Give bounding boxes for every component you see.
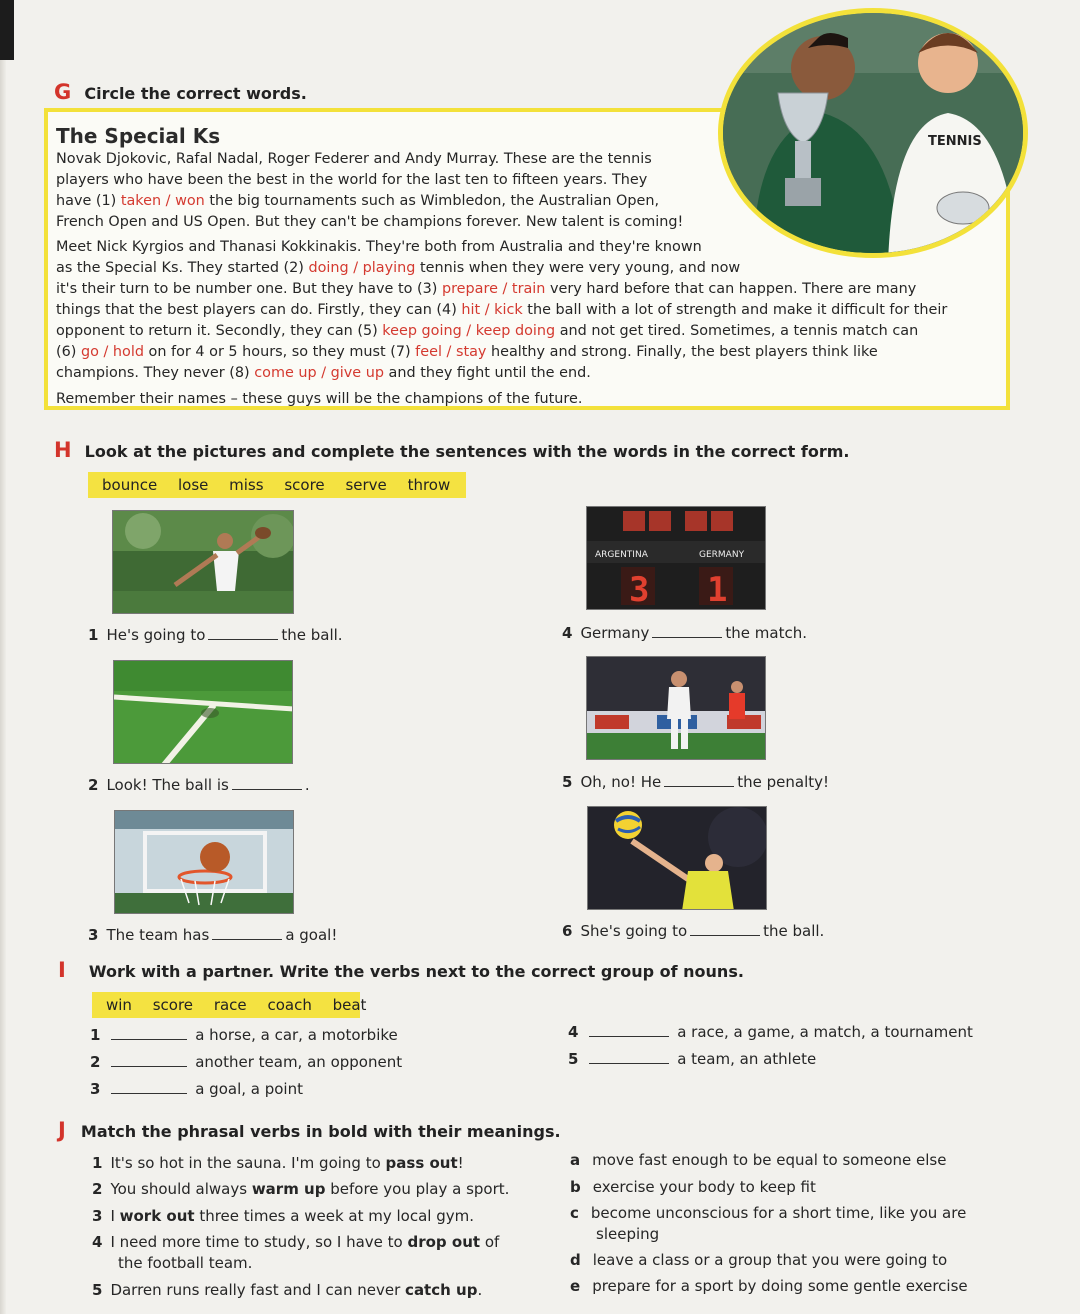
section-instruction: Look at the pictures and complete the sentences with the words in the correct form. xyxy=(84,442,850,461)
section-instruction: Circle the correct words. xyxy=(84,84,307,103)
word-bank-word: score xyxy=(284,476,325,494)
choice-option[interactable]: come up / give up xyxy=(254,365,384,381)
meaning-d: d leave a class or a group that you were going to xyxy=(570,1251,948,1269)
choice-option[interactable]: feel / stay xyxy=(415,344,487,360)
word-bank-word: throw xyxy=(407,476,451,494)
word-bank-word: score xyxy=(152,996,194,1014)
sentence-h-2: 2 Look! The ball is . xyxy=(88,776,310,794)
item-i-5: 5 a team, an athlete xyxy=(568,1050,817,1068)
article-line: Novak Djokovic, Rafal Nadal, Roger Federer and Andy Murray. These are the tennis xyxy=(56,151,652,167)
answer-blank[interactable] xyxy=(111,1055,187,1067)
meaning-a: a move fast enough to be equal to someone else xyxy=(570,1151,947,1169)
choice-option[interactable]: taken / won xyxy=(120,193,205,209)
word-bank-word: win xyxy=(106,996,132,1014)
section-letter: H xyxy=(54,438,72,462)
answer-blank[interactable] xyxy=(208,628,278,640)
phrasal-sentence-2: 2 You should always warm up before you play a sport. xyxy=(92,1180,510,1198)
choice-option[interactable]: hit / kick xyxy=(461,302,523,318)
picture-scoreboard xyxy=(586,506,766,610)
phrasal-sentence-4: 4 I need more time to study, so I have to drop out of xyxy=(92,1233,500,1251)
phrasal-sentence-3: 3 I work out three times a week at my local gym. xyxy=(92,1207,474,1225)
section-i-heading xyxy=(58,958,744,982)
phrasal-sentence-5: 5 Darren runs really fast and I can never catch up. xyxy=(92,1281,483,1299)
picture-soccer-penalty xyxy=(586,656,766,760)
article-line: Remember their names – these guys will be the champions of the future. xyxy=(56,391,583,407)
meaning-c-cont: sleeping xyxy=(596,1225,660,1243)
word-bank-word: bounce xyxy=(102,476,158,494)
answer-blank[interactable] xyxy=(664,775,734,787)
answer-blank[interactable] xyxy=(589,1052,669,1064)
choice-option[interactable]: go / hold xyxy=(80,344,144,360)
sentence-h-4: 4 Germany the match. xyxy=(562,624,807,642)
item-i-1: 1 a horse, a car, a motorbike xyxy=(90,1026,398,1044)
choice-option[interactable]: prepare / train xyxy=(441,281,546,297)
section-instruction: Match the phrasal verbs in bold with their meanings. xyxy=(80,1122,561,1141)
sentence-h-3: 3 The team has a goal! xyxy=(88,926,338,944)
sentence-h-5: 5 Oh, no! He the penalty! xyxy=(562,773,830,791)
choice-option[interactable]: doing / playing xyxy=(308,260,416,276)
article-line: things that the best players can do. Firstly, they can (4) hit / kick the ball with a lot of strength and make it difficult for their xyxy=(56,302,948,318)
article-line: as the Special Ks. They started (2) doing / playing tennis when they were very young, and now xyxy=(56,260,741,276)
article-line: opponent to return it. Secondly, they can (5) keep going / keep doing and not get tired. Sometimes, a tennis match can xyxy=(56,323,919,339)
section-letter: G xyxy=(54,80,72,104)
section-letter: J xyxy=(58,1118,66,1142)
choice-option[interactable]: keep going / keep doing xyxy=(382,323,556,339)
sentence-h-1: 1 He's going to the ball. xyxy=(88,626,343,644)
meaning-e: e prepare for a sport by doing some gentle exercise xyxy=(570,1277,968,1295)
tennis-players-photo xyxy=(718,8,1028,258)
word-bank-word: race xyxy=(213,996,247,1014)
answer-blank[interactable] xyxy=(212,928,282,940)
answer-blank[interactable] xyxy=(111,1028,187,1040)
item-i-2: 2 another team, an opponent xyxy=(90,1053,403,1071)
article-line: champions. They never (8) come up / give up and they fight until the end. xyxy=(56,365,591,381)
picture-basketball xyxy=(114,810,294,914)
article-line: players who have been the best in the world for the last ten to fifteen years. They xyxy=(56,172,648,188)
picture-tennis-court xyxy=(113,660,293,764)
shirt-text: TENNIS xyxy=(928,134,982,149)
scoreboard-team1: ARGENTINA xyxy=(595,550,648,560)
answer-blank[interactable] xyxy=(690,924,760,936)
meaning-c: c become unconscious for a short time, like you are xyxy=(570,1204,967,1222)
sentence-h-6: 6 She's going to the ball. xyxy=(562,922,825,940)
word-bank-word: serve xyxy=(345,476,387,494)
phrasal-sentence-4-cont: the football team. xyxy=(118,1254,253,1272)
word-bank-word: beat xyxy=(332,996,367,1014)
answer-blank[interactable] xyxy=(589,1025,669,1037)
phrasal-sentence-1: 1 It's so hot in the sauna. I'm going to pass out! xyxy=(92,1154,464,1172)
article-line: it's their turn to be number one. But they have to (3) prepare / train very hard before that can happen. There are many xyxy=(56,281,917,297)
section-g-heading xyxy=(54,80,307,104)
picture-throw xyxy=(112,510,294,614)
section-letter: I xyxy=(58,958,66,982)
article-line: Meet Nick Kyrgios and Thanasi Kokkinakis. They're both from Australia and they're known xyxy=(56,239,702,255)
word-bank-word: miss xyxy=(229,476,264,494)
word-bank-i xyxy=(92,992,367,1018)
picture-volleyball xyxy=(587,806,767,910)
article-line: (6) go / hold on for 4 or 5 hours, so they must (7) feel / stay healthy and strong. Finally, the best players think like xyxy=(56,344,878,360)
scoreboard-score1: 3 xyxy=(629,570,650,610)
meaning-b: b exercise your body to keep fit xyxy=(570,1178,816,1196)
book-spine-shadow xyxy=(0,0,14,60)
answer-blank[interactable] xyxy=(232,778,302,790)
scoreboard-score2: 1 xyxy=(707,570,728,610)
scoreboard-team2: GERMANY xyxy=(699,550,745,560)
item-i-4: 4 a race, a game, a match, a tournament xyxy=(568,1023,973,1041)
article-title: The Special Ks xyxy=(56,124,221,148)
answer-blank[interactable] xyxy=(111,1082,187,1094)
word-bank-word: coach xyxy=(267,996,312,1014)
section-instruction: Work with a partner. Write the verbs next to the correct group of nouns. xyxy=(88,962,744,981)
article-line: French Open and US Open. But they can't be champions forever. New talent is coming! xyxy=(56,214,684,230)
item-i-3: 3 a goal, a point xyxy=(90,1080,303,1098)
article-line: have (1) taken / won the big tournaments such as Wimbledon, the Australian Open, xyxy=(56,193,660,209)
page-gutter xyxy=(0,60,6,1314)
section-j-heading xyxy=(58,1118,561,1142)
word-bank-h xyxy=(88,472,466,498)
section-h-heading xyxy=(54,438,849,462)
word-bank-word: lose xyxy=(177,476,209,494)
answer-blank[interactable] xyxy=(652,626,722,638)
